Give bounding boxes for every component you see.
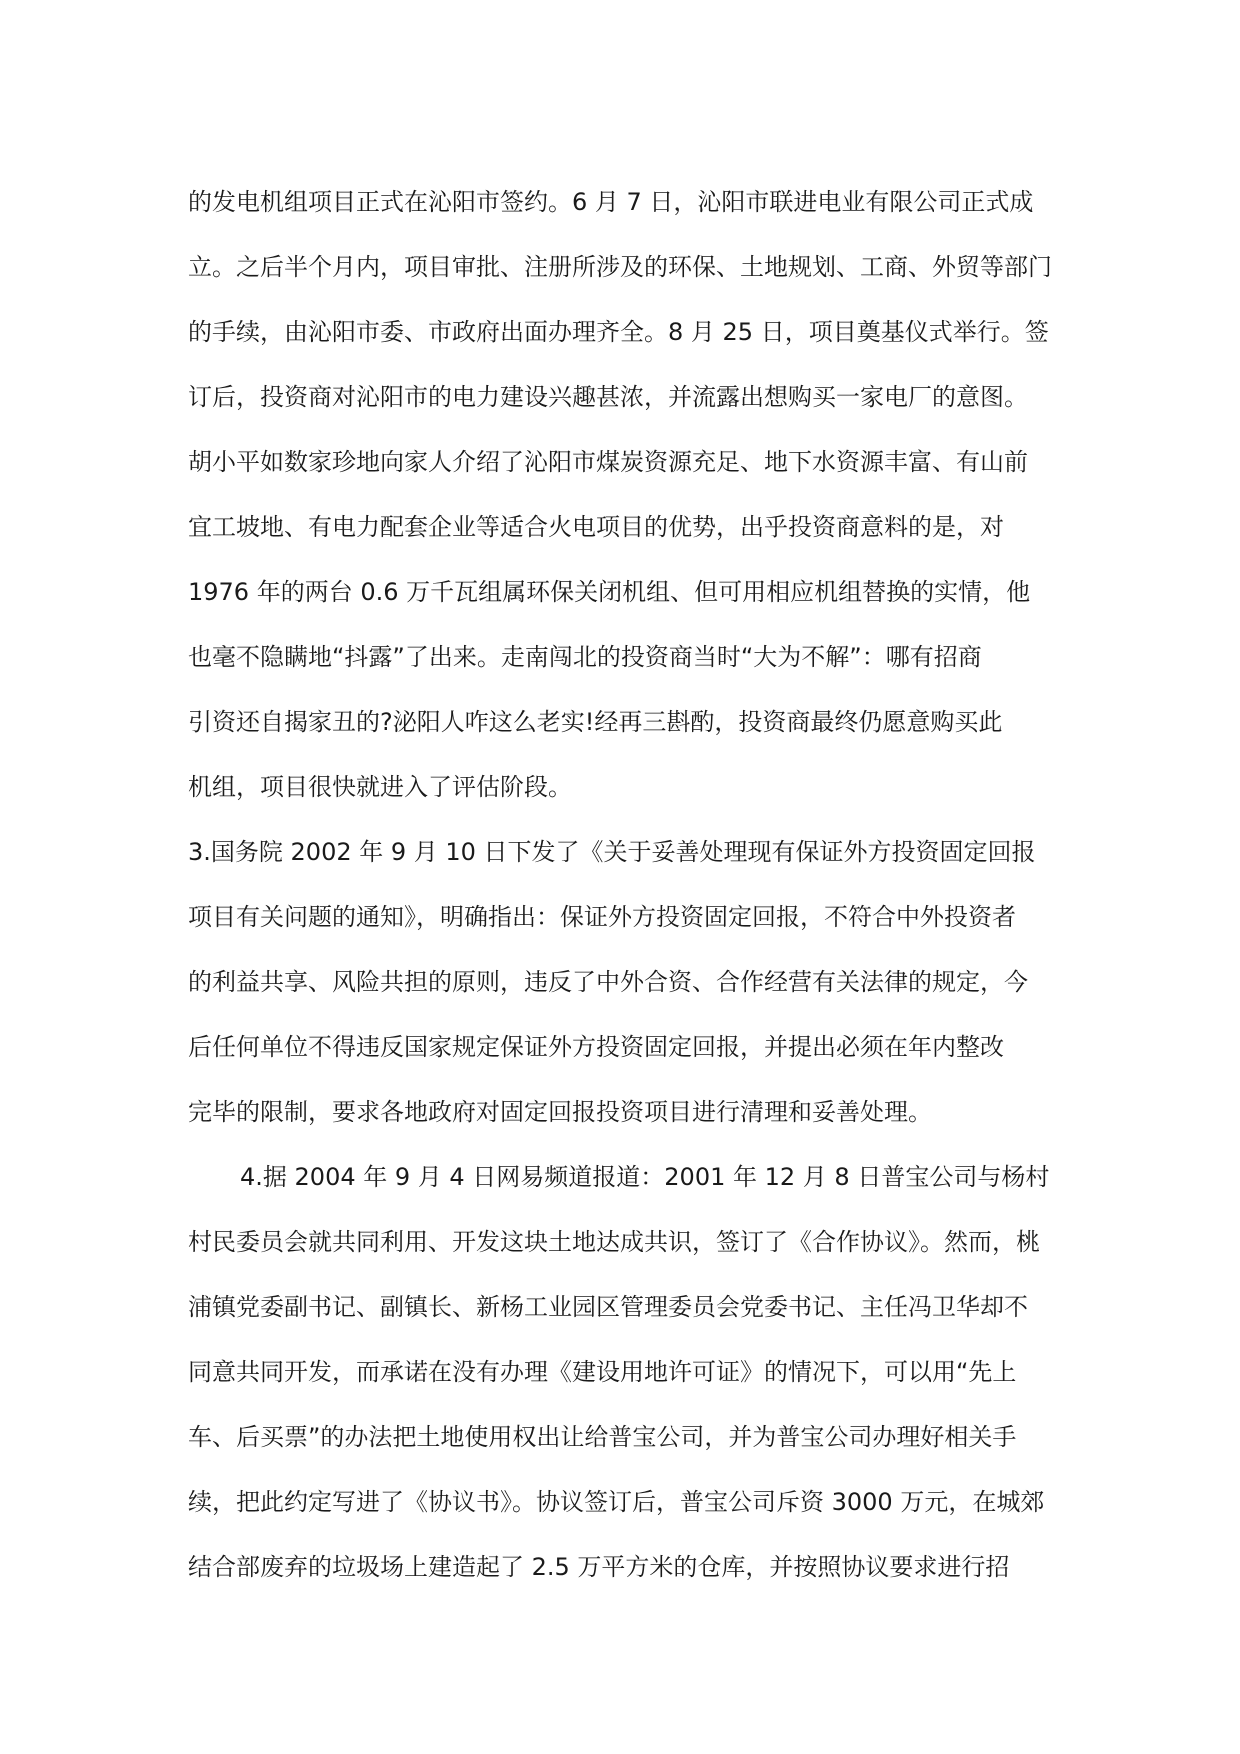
text-line: 完毕的限制，要求各地政府对固定回报投资项目进行清理和妥善处理。 <box>188 1098 932 1126</box>
text-line: 1976 年的两台 0.6 万千瓦组属环保关闭机组、但可用相应机组替换的实情，他 <box>188 578 1031 606</box>
text-line: 浦镇党委副书记、副镇长、新杨工业园区管理委员会党委书记、主任冯卫华却不 <box>188 1293 1028 1321</box>
text-line: 的手续，由沁阳市委、市政府出面办理齐全。8 月 25 日，项目奠基仪式举行。签 <box>188 318 1049 346</box>
text-line: 的利益共享、风险共担的原则，违反了中外合资、合作经营有关法律的规定，今 <box>188 968 1028 996</box>
text-line: 3.国务院 2002 年 9 月 10 日下发了《关于妥善处理现有保证外方投资固定回报 <box>188 838 1036 866</box>
text-line: 的发电机组项目正式在沁阳市签约。6 月 7 日，沁阳市联进电业有限公司正式成 <box>188 188 1034 216</box>
text-line: 同意共同开发，而承诺在没有办理《建设用地许可证》的情况下，可以用“先上 <box>188 1358 1017 1386</box>
text-line: 车、后买票”的办法把土地使用权出让给普宝公司，并为普宝公司办理好相关手 <box>188 1423 1017 1451</box>
text-line: 后任何单位不得违反国家规定保证外方投资固定回报，并提出必须在年内整改 <box>188 1033 1004 1061</box>
text-line: 村民委员会就共同利用、开发这块土地达成共识，签订了《合作协议》。然而，桃 <box>188 1228 1040 1256</box>
text-line: 项目有关问题的通知》，明确指出：保证外方投资固定回报，不符合中外投资者 <box>188 903 1016 931</box>
text-line: 宜工坡地、有电力配套企业等适合火电项目的优势，出乎投资商意料的是，对 <box>188 513 1004 541</box>
body-text <box>188 170 1058 1600</box>
text-line: 结合部废弃的垃圾场上建造起了 2.5 万平方米的仓库，并按照协议要求进行招 <box>188 1553 1010 1581</box>
text-line: 续，把此约定写进了《协议书》。协议签订后，普宝公司斥资 3000 万元，在城郊 <box>188 1488 1045 1516</box>
text-line: 订后，投资商对沁阳市的电力建设兴趣甚浓，并流露出想购买一家电厂的意图。 <box>188 383 1028 411</box>
text-line: 机组，项目很快就进入了评估阶段。 <box>188 773 572 801</box>
text-line: 立。之后半个月内，项目审批、注册所涉及的环保、土地规划、工商、外贸等部门 <box>188 253 1052 281</box>
text-line: 也毫不隐瞒地“抖露”了出来。走南闯北的投资商当时“大为不解”：哪有招商 <box>188 643 982 671</box>
text-line: 引资还自揭家丑的?泌阳人咋这么老实!经再三斟酌，投资商最终仍愿意购买此 <box>188 708 1003 736</box>
text-line: 4.据 2004 年 9 月 4 日网易频道报道：2001 年 12 月 8 日普宝公司与杨村 <box>240 1163 1050 1191</box>
text-line: 胡小平如数家珍地向家人介绍了沁阳市煤炭资源充足、地下水资源丰富、有山前 <box>188 448 1028 476</box>
